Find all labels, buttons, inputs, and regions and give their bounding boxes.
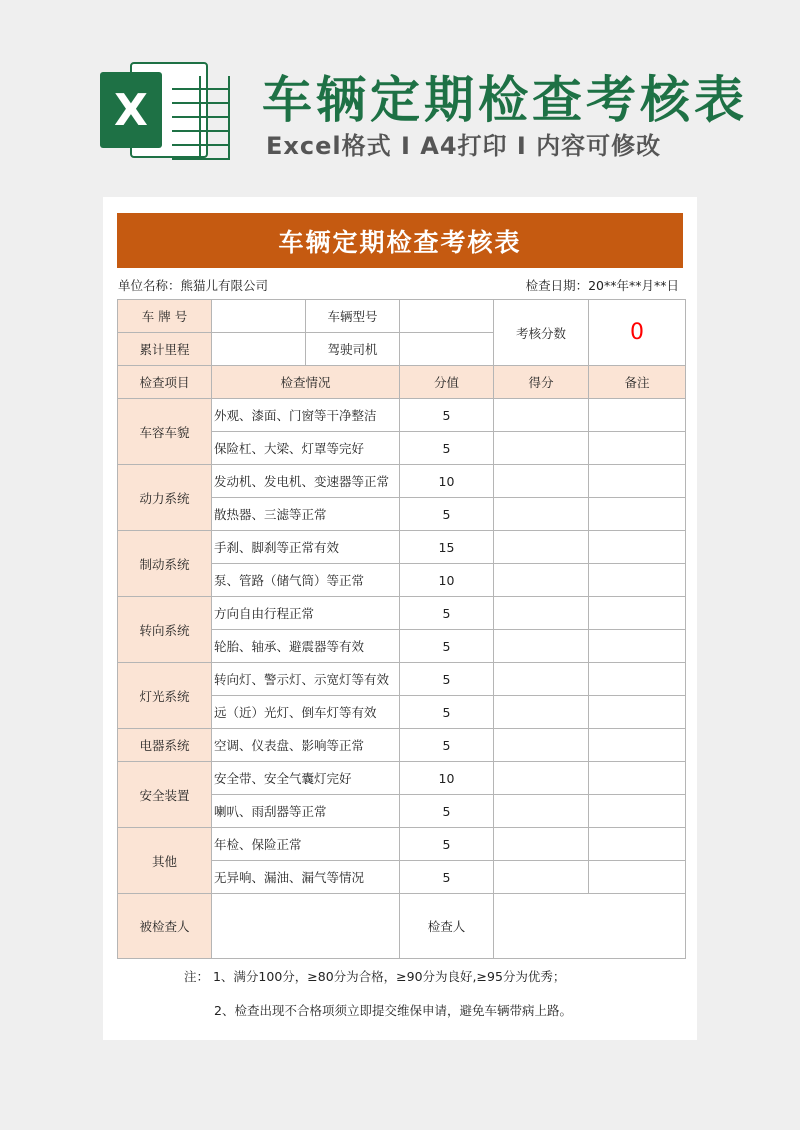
condition-cell: 方向自由行程正常: [212, 597, 400, 630]
remark-cell[interactable]: [589, 564, 686, 597]
remark-cell[interactable]: [589, 762, 686, 795]
col-header-points: 分值: [400, 366, 494, 399]
model-value[interactable]: [400, 300, 494, 333]
condition-cell: 手刹、脚刹等正常有效: [212, 531, 400, 564]
remark-cell[interactable]: [589, 465, 686, 498]
col-header-condition: 检查情况: [212, 366, 400, 399]
score-label: 考核分数: [494, 300, 589, 366]
points-cell: 10: [400, 564, 494, 597]
score-cell[interactable]: [494, 696, 589, 729]
condition-cell: 轮胎、轴承、避震器等有效: [212, 630, 400, 663]
score-value[interactable]: 0: [589, 300, 686, 366]
condition-cell: 外观、漆面、门窗等干净整洁: [212, 399, 400, 432]
banner-title: 车辆定期检查考核表: [262, 71, 748, 129]
meta-row: [118, 274, 683, 296]
condition-cell: 转向灯、警示灯、示宽灯等有效: [212, 663, 400, 696]
condition-cell: 泵、管路（储气筒）等正常: [212, 564, 400, 597]
inspector-label: 检查人: [400, 894, 494, 959]
points-cell: 5: [400, 861, 494, 894]
score-cell[interactable]: [494, 531, 589, 564]
plate-value[interactable]: [212, 300, 306, 333]
check-date: 检查日期：20**年**月**日: [525, 278, 679, 293]
points-cell: 15: [400, 531, 494, 564]
table-row: [118, 465, 686, 498]
banner-subtitle: Excel格式 I A4打印 I 内容可修改: [266, 132, 662, 160]
score-cell[interactable]: [494, 861, 589, 894]
category-cell: 灯光系统: [118, 663, 212, 729]
points-cell: 5: [400, 795, 494, 828]
category-cell: 其他: [118, 828, 212, 894]
inspection-table: [117, 299, 686, 959]
form-sheet: [103, 197, 697, 1040]
score-cell[interactable]: [494, 729, 589, 762]
remark-cell[interactable]: [589, 696, 686, 729]
col-header-remark: 备注: [589, 366, 686, 399]
sheet-title: 车辆定期检查考核表: [117, 213, 683, 268]
points-cell: 5: [400, 828, 494, 861]
score-cell[interactable]: [494, 399, 589, 432]
remark-cell[interactable]: [589, 531, 686, 564]
unit-name: 单位名称：熊猫儿有限公司: [118, 278, 269, 293]
points-cell: 5: [400, 663, 494, 696]
remark-cell[interactable]: [589, 729, 686, 762]
condition-cell: 保险杠、大梁、灯罩等完好: [212, 432, 400, 465]
category-cell: 转向系统: [118, 597, 212, 663]
excel-logo-icon: [100, 62, 208, 158]
table-row: [118, 828, 686, 861]
col-header-item: 检查项目: [118, 366, 212, 399]
points-cell: 5: [400, 729, 494, 762]
table-row: [118, 399, 686, 432]
points-cell: 5: [400, 597, 494, 630]
column-header-row: [118, 366, 686, 399]
score-cell[interactable]: [494, 564, 589, 597]
table-row: [118, 531, 686, 564]
table-row: [118, 597, 686, 630]
header-row-1: [118, 300, 686, 333]
remark-cell[interactable]: [589, 597, 686, 630]
points-cell: 10: [400, 465, 494, 498]
condition-cell: 安全带、安全气囊灯完好: [212, 762, 400, 795]
score-cell[interactable]: [494, 663, 589, 696]
category-cell: 安全装置: [118, 762, 212, 828]
category-cell: 电器系统: [118, 729, 212, 762]
score-cell[interactable]: [494, 597, 589, 630]
points-cell: 5: [400, 630, 494, 663]
score-cell[interactable]: [494, 432, 589, 465]
condition-cell: 年检、保险正常: [212, 828, 400, 861]
score-cell[interactable]: [494, 630, 589, 663]
inspector-value[interactable]: [494, 894, 686, 959]
points-cell: 10: [400, 762, 494, 795]
score-cell[interactable]: [494, 828, 589, 861]
remark-cell[interactable]: [589, 828, 686, 861]
category-cell: 制动系统: [118, 531, 212, 597]
table-row: [118, 729, 686, 762]
remark-cell[interactable]: [589, 399, 686, 432]
remark-cell[interactable]: [589, 630, 686, 663]
score-cell[interactable]: [494, 795, 589, 828]
condition-cell: 空调、仪表盘、影响等正常: [212, 729, 400, 762]
score-cell[interactable]: [494, 762, 589, 795]
score-cell[interactable]: [494, 498, 589, 531]
condition-cell: 无异响、漏油、漏气等情况: [212, 861, 400, 894]
driver-value[interactable]: [400, 333, 494, 366]
remark-cell[interactable]: [589, 795, 686, 828]
table-row: [118, 663, 686, 696]
condition-cell: 喇叭、雨刮器等正常: [212, 795, 400, 828]
col-header-score: 得分: [494, 366, 589, 399]
score-cell[interactable]: [494, 465, 589, 498]
points-cell: 5: [400, 399, 494, 432]
condition-cell: 发动机、发电机、变速器等正常: [212, 465, 400, 498]
note-2: 2、检查出现不合格项须立即提交维保申请，避免车辆带病上路。: [214, 1003, 572, 1018]
banner: [0, 0, 800, 190]
condition-cell: 远（近）光灯、倒车灯等有效: [212, 696, 400, 729]
inspected-person-value[interactable]: [212, 894, 400, 959]
excel-logo-letter: X: [100, 72, 162, 148]
remark-cell[interactable]: [589, 861, 686, 894]
remark-cell[interactable]: [589, 498, 686, 531]
remark-cell[interactable]: [589, 432, 686, 465]
remark-cell[interactable]: [589, 663, 686, 696]
plate-label: 车 牌 号: [118, 300, 212, 333]
points-cell: 5: [400, 696, 494, 729]
model-label: 车辆型号: [306, 300, 400, 333]
note-1: 注： 1、满分100分，≥80分为合格，≥90分为良好,≥95分为优秀；: [184, 969, 566, 984]
category-cell: 动力系统: [118, 465, 212, 531]
mileage-value[interactable]: [212, 333, 306, 366]
points-cell: 5: [400, 432, 494, 465]
table-row: [118, 762, 686, 795]
signature-row: [118, 894, 686, 959]
mileage-label: 累计里程: [118, 333, 212, 366]
condition-cell: 散热器、三滤等正常: [212, 498, 400, 531]
driver-label: 驾驶司机: [306, 333, 400, 366]
inspected-person-label: 被检查人: [118, 894, 212, 959]
category-cell: 车容车貌: [118, 399, 212, 465]
points-cell: 5: [400, 498, 494, 531]
